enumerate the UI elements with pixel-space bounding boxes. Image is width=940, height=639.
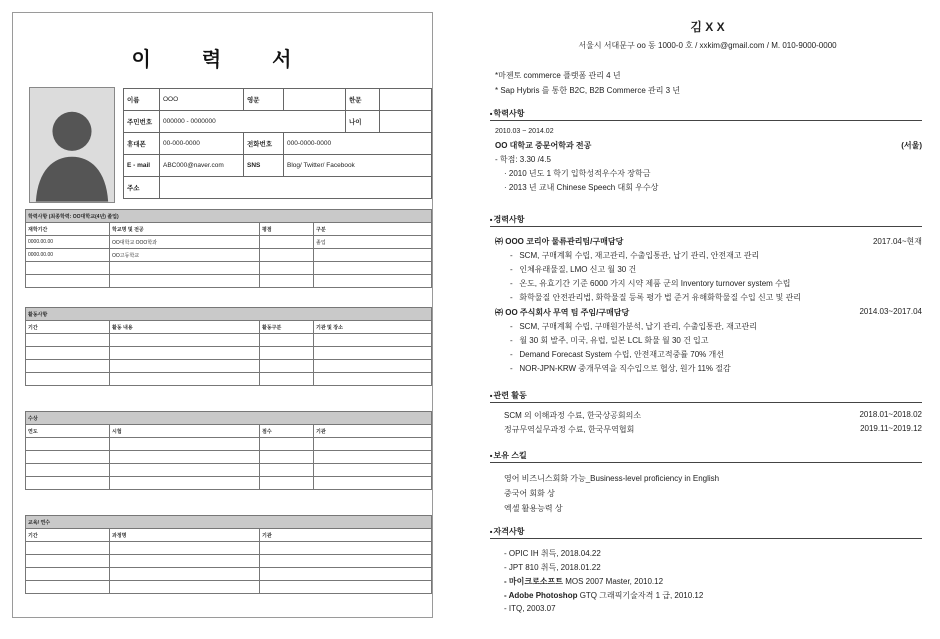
job1-item-text: SCM, 구매계획 수립, 재고관리, 수출입통관, 납기 관리, 안전재고 관리 xyxy=(519,251,760,260)
related-period: 2019.11~2019.12 xyxy=(860,424,922,433)
table-row xyxy=(26,568,432,581)
awards-table xyxy=(25,411,432,490)
education-table xyxy=(25,209,432,288)
sns-label: SNS xyxy=(244,155,284,177)
job1-item: - 온도, 유효기간 기준 6000 가지 시약 제품 군의 Inventory turnover system 수립 xyxy=(510,279,791,288)
table-row xyxy=(26,334,432,347)
resume-name: 김 X X xyxy=(690,20,725,34)
mobile-value: 00-000-0000 xyxy=(160,133,244,155)
job1-item-text: 인체유래물질, LMO 신고 월 30 건 xyxy=(519,265,637,274)
personal-info-table xyxy=(123,88,432,199)
english-name-value xyxy=(284,89,346,111)
email-label: E - mail xyxy=(124,155,160,177)
job1-item: - 화학물질 안전관리법, 화학물질 등록 평가 법 준거 유해화학물질 수입 신고 및 관리 xyxy=(510,293,802,302)
hanja-name-value xyxy=(380,89,432,111)
job2-item-text: 월 30 회 발주, 미국, 유럽, 일본 LCL 화물 월 30 건 입고 xyxy=(519,336,709,345)
hanja-name-label: 한문 xyxy=(346,89,380,111)
education-section-title: ■ 학력사항 xyxy=(490,108,922,121)
edu-col-status: 구분 xyxy=(314,223,432,236)
age-label: 나이 xyxy=(346,111,380,133)
table-row xyxy=(26,360,432,373)
training-header: 교육/ 연수 xyxy=(26,516,432,529)
table-row xyxy=(26,373,432,386)
profile-photo-placeholder xyxy=(29,87,115,203)
education-item: · 2010 년도 1 학기 입학성적우수자 장학금 xyxy=(504,169,651,178)
edu-cell: OO고등학교 xyxy=(110,249,260,262)
act-col-org: 기관 및 장소 xyxy=(314,321,432,334)
phone-label: 전화번호 xyxy=(244,133,284,155)
cert-item xyxy=(504,576,663,587)
cert-item xyxy=(504,548,601,559)
related-period: 2018.01~2018.02 xyxy=(859,410,922,419)
awd-col-score: 점수 xyxy=(260,425,314,438)
cert-item xyxy=(504,562,601,573)
cert-item-text: - JPT 810 취득, 2018.01.22 xyxy=(504,563,601,572)
edu-col-period: 재학기간 xyxy=(26,223,110,236)
cert-item-text: GTQ 그래픽기술자격 1 급, 2010.12 xyxy=(577,591,704,600)
job2-item-text: Demand Forecast System 수립, 안전재고적중률 70% 개선 xyxy=(519,350,724,359)
trn-col-course: 과정명 xyxy=(110,529,260,542)
english-name-label: 영문 xyxy=(244,89,284,111)
awd-col-year: 연도 xyxy=(26,425,110,438)
job1-period: 2017.04~현재 xyxy=(872,237,922,246)
job2-item-text: SCM, 구매계획 수립, 구매원가분석, 납기 관리, 수출입통관, 재고관리 xyxy=(519,322,757,331)
job2-company: ㈜ OO 주식회사 무역 팀 주임/구매담당 xyxy=(495,308,630,317)
job2-period: 2014.03~2017.04 xyxy=(859,307,922,316)
career-section-title: ■ 경력사항 xyxy=(490,214,922,227)
trn-col-period: 기간 xyxy=(26,529,110,542)
awd-col-exam: 시험 xyxy=(110,425,260,438)
table-row xyxy=(26,262,432,275)
cert-item xyxy=(504,604,556,613)
edu-cell: 0000.00.00 xyxy=(26,249,110,262)
job2-item: - 월 30 회 발주, 미국, 유럽, 일본 LCL 화물 월 30 건 입고 xyxy=(510,336,709,345)
age-value xyxy=(380,111,432,133)
cert-item-bold: - Adobe Photoshop xyxy=(504,591,578,600)
name-label: 이름 xyxy=(124,89,160,111)
cert-item-bold: - 마이크로소프트 xyxy=(504,577,563,586)
table-row xyxy=(26,581,432,594)
job1-item-text: 온도, 유효기간 기준 6000 가지 시약 제품 군의 Inventory turnover system 수립 xyxy=(519,279,791,288)
education-item: · 2013 년 교내 Chinese Speech 대회 우수상 xyxy=(504,183,659,192)
related-section-title: ■ 관련 활동 xyxy=(490,390,922,403)
skill-item: 중국어 회화 상 xyxy=(504,489,555,498)
education-location: (서울) xyxy=(901,141,922,150)
job2-item-text: NOR-JPN-KRW 중개무역을 직수입으로 협상, 원가 11% 절감 xyxy=(519,364,731,373)
table-row xyxy=(26,438,432,451)
education-header: 학력사항 (최종학력: OO대학교(4년) 졸업) xyxy=(26,210,432,223)
summary-line: * Sap Hybris 를 통한 B2C, B2B Commerce 관리 3 년 xyxy=(495,86,681,95)
cert-item-text: MOS 2007 Master, 2010.12 xyxy=(562,577,664,586)
table-row xyxy=(26,275,432,288)
address-value xyxy=(160,177,432,199)
cert-item-text: - OPIC IH 취득, 2018.04.22 xyxy=(504,549,601,558)
mobile-label: 휴대폰 xyxy=(124,133,160,155)
sns-value: Blog/ Twitter/ Facebook xyxy=(284,155,432,177)
activities-header: 활동사항 xyxy=(26,308,432,321)
table-row xyxy=(26,555,432,568)
edu-cell xyxy=(260,236,314,249)
activities-table xyxy=(25,307,432,386)
certs-section-title: ■ 자격사항 xyxy=(490,526,922,539)
related-item: SCM 의 이해과정 수료, 한국상공회의소 xyxy=(504,411,642,420)
form-title: 이 력 서 xyxy=(131,47,314,71)
act-col-content: 활동 내용 xyxy=(110,321,260,334)
table-row xyxy=(26,451,432,464)
table-row xyxy=(26,347,432,360)
table-row xyxy=(26,464,432,477)
education-school: OO 대학교 중문어학과 전공 xyxy=(495,141,592,150)
job2-item: - SCM, 구매계획 수립, 구매원가분석, 납기 관리, 수출입통관, 재고관리 xyxy=(510,322,757,331)
edu-cell xyxy=(260,249,314,262)
edu-cell: 졸업 xyxy=(314,236,432,249)
education-gpa: - 학점: 3.30 /4.5 xyxy=(495,155,551,164)
skill-item: 영어 비즈니스회화 가능_Business-level proficiency in English xyxy=(504,474,720,483)
job2-item: - NOR-JPN-KRW 중개무역을 직수입으로 협상, 원가 11% 절감 xyxy=(510,364,731,373)
email-value: ABC000@naver.com xyxy=(160,155,244,177)
skill-item: 엑셀 활용능력 상 xyxy=(504,504,563,513)
table-row xyxy=(26,542,432,555)
education-period: 2010.03 ~ 2014.02 xyxy=(495,128,554,135)
edu-cell: 0000.00.00 xyxy=(26,236,110,249)
edu-col-school: 학교명 및 전공 xyxy=(110,223,260,236)
awards-header: 수상 xyxy=(26,412,432,425)
name-value: OOO xyxy=(160,89,244,111)
awd-col-org: 기관 xyxy=(314,425,432,438)
job2-item: - Demand Forecast System 수립, 안전재고적중률 70% 개선 xyxy=(510,350,724,359)
related-item: 정규무역실무과정 수료, 한국무역협회 xyxy=(504,425,635,434)
resume-form-page xyxy=(12,12,433,618)
job1-item: - 인체유래물질, LMO 신고 월 30 건 xyxy=(510,265,637,274)
id-label: 주민번호 xyxy=(124,111,160,133)
summary-line: *마젠토 commerce 플랫폼 관리 4 년 xyxy=(495,71,621,80)
job1-item: - SCM, 구매계획 수립, 재고관리, 수출입통관, 납기 관리, 안전재고 관리 xyxy=(510,251,760,260)
id-value: 000000 - 0000000 xyxy=(160,111,346,133)
phone-value: 000-0000-0000 xyxy=(284,133,432,155)
table-row xyxy=(26,477,432,490)
person-silhouette-icon xyxy=(30,88,114,202)
edu-cell: OO대학교 OOO학과 xyxy=(110,236,260,249)
act-col-type: 활동구분 xyxy=(260,321,314,334)
act-col-period: 기간 xyxy=(26,321,110,334)
edu-col-gpa: 평점 xyxy=(260,223,314,236)
table-row xyxy=(26,249,432,262)
cert-item xyxy=(504,590,703,601)
cert-item-text: - ITQ, 2003.07 xyxy=(504,604,556,613)
job1-item-text: 화학물질 안전관리법, 화학물질 등록 평가 법 준거 유해화학물질 수입 신고 및 관리 xyxy=(519,293,802,302)
training-table xyxy=(25,515,432,594)
edu-cell xyxy=(314,249,432,262)
job1-company: ㈜ OOO 코리아 물류관리팀/구매담당 xyxy=(495,237,624,246)
table-row xyxy=(26,236,432,249)
resume-contact: 서울시 서대문구 oo 동 1000-0 호 / xxkim@gmail.com / M. 010-9000-0000 xyxy=(578,41,837,50)
address-label: 주소 xyxy=(124,177,160,199)
skills-section-title: ■ 보유 스킬 xyxy=(490,450,922,463)
trn-col-org: 기관 xyxy=(260,529,432,542)
